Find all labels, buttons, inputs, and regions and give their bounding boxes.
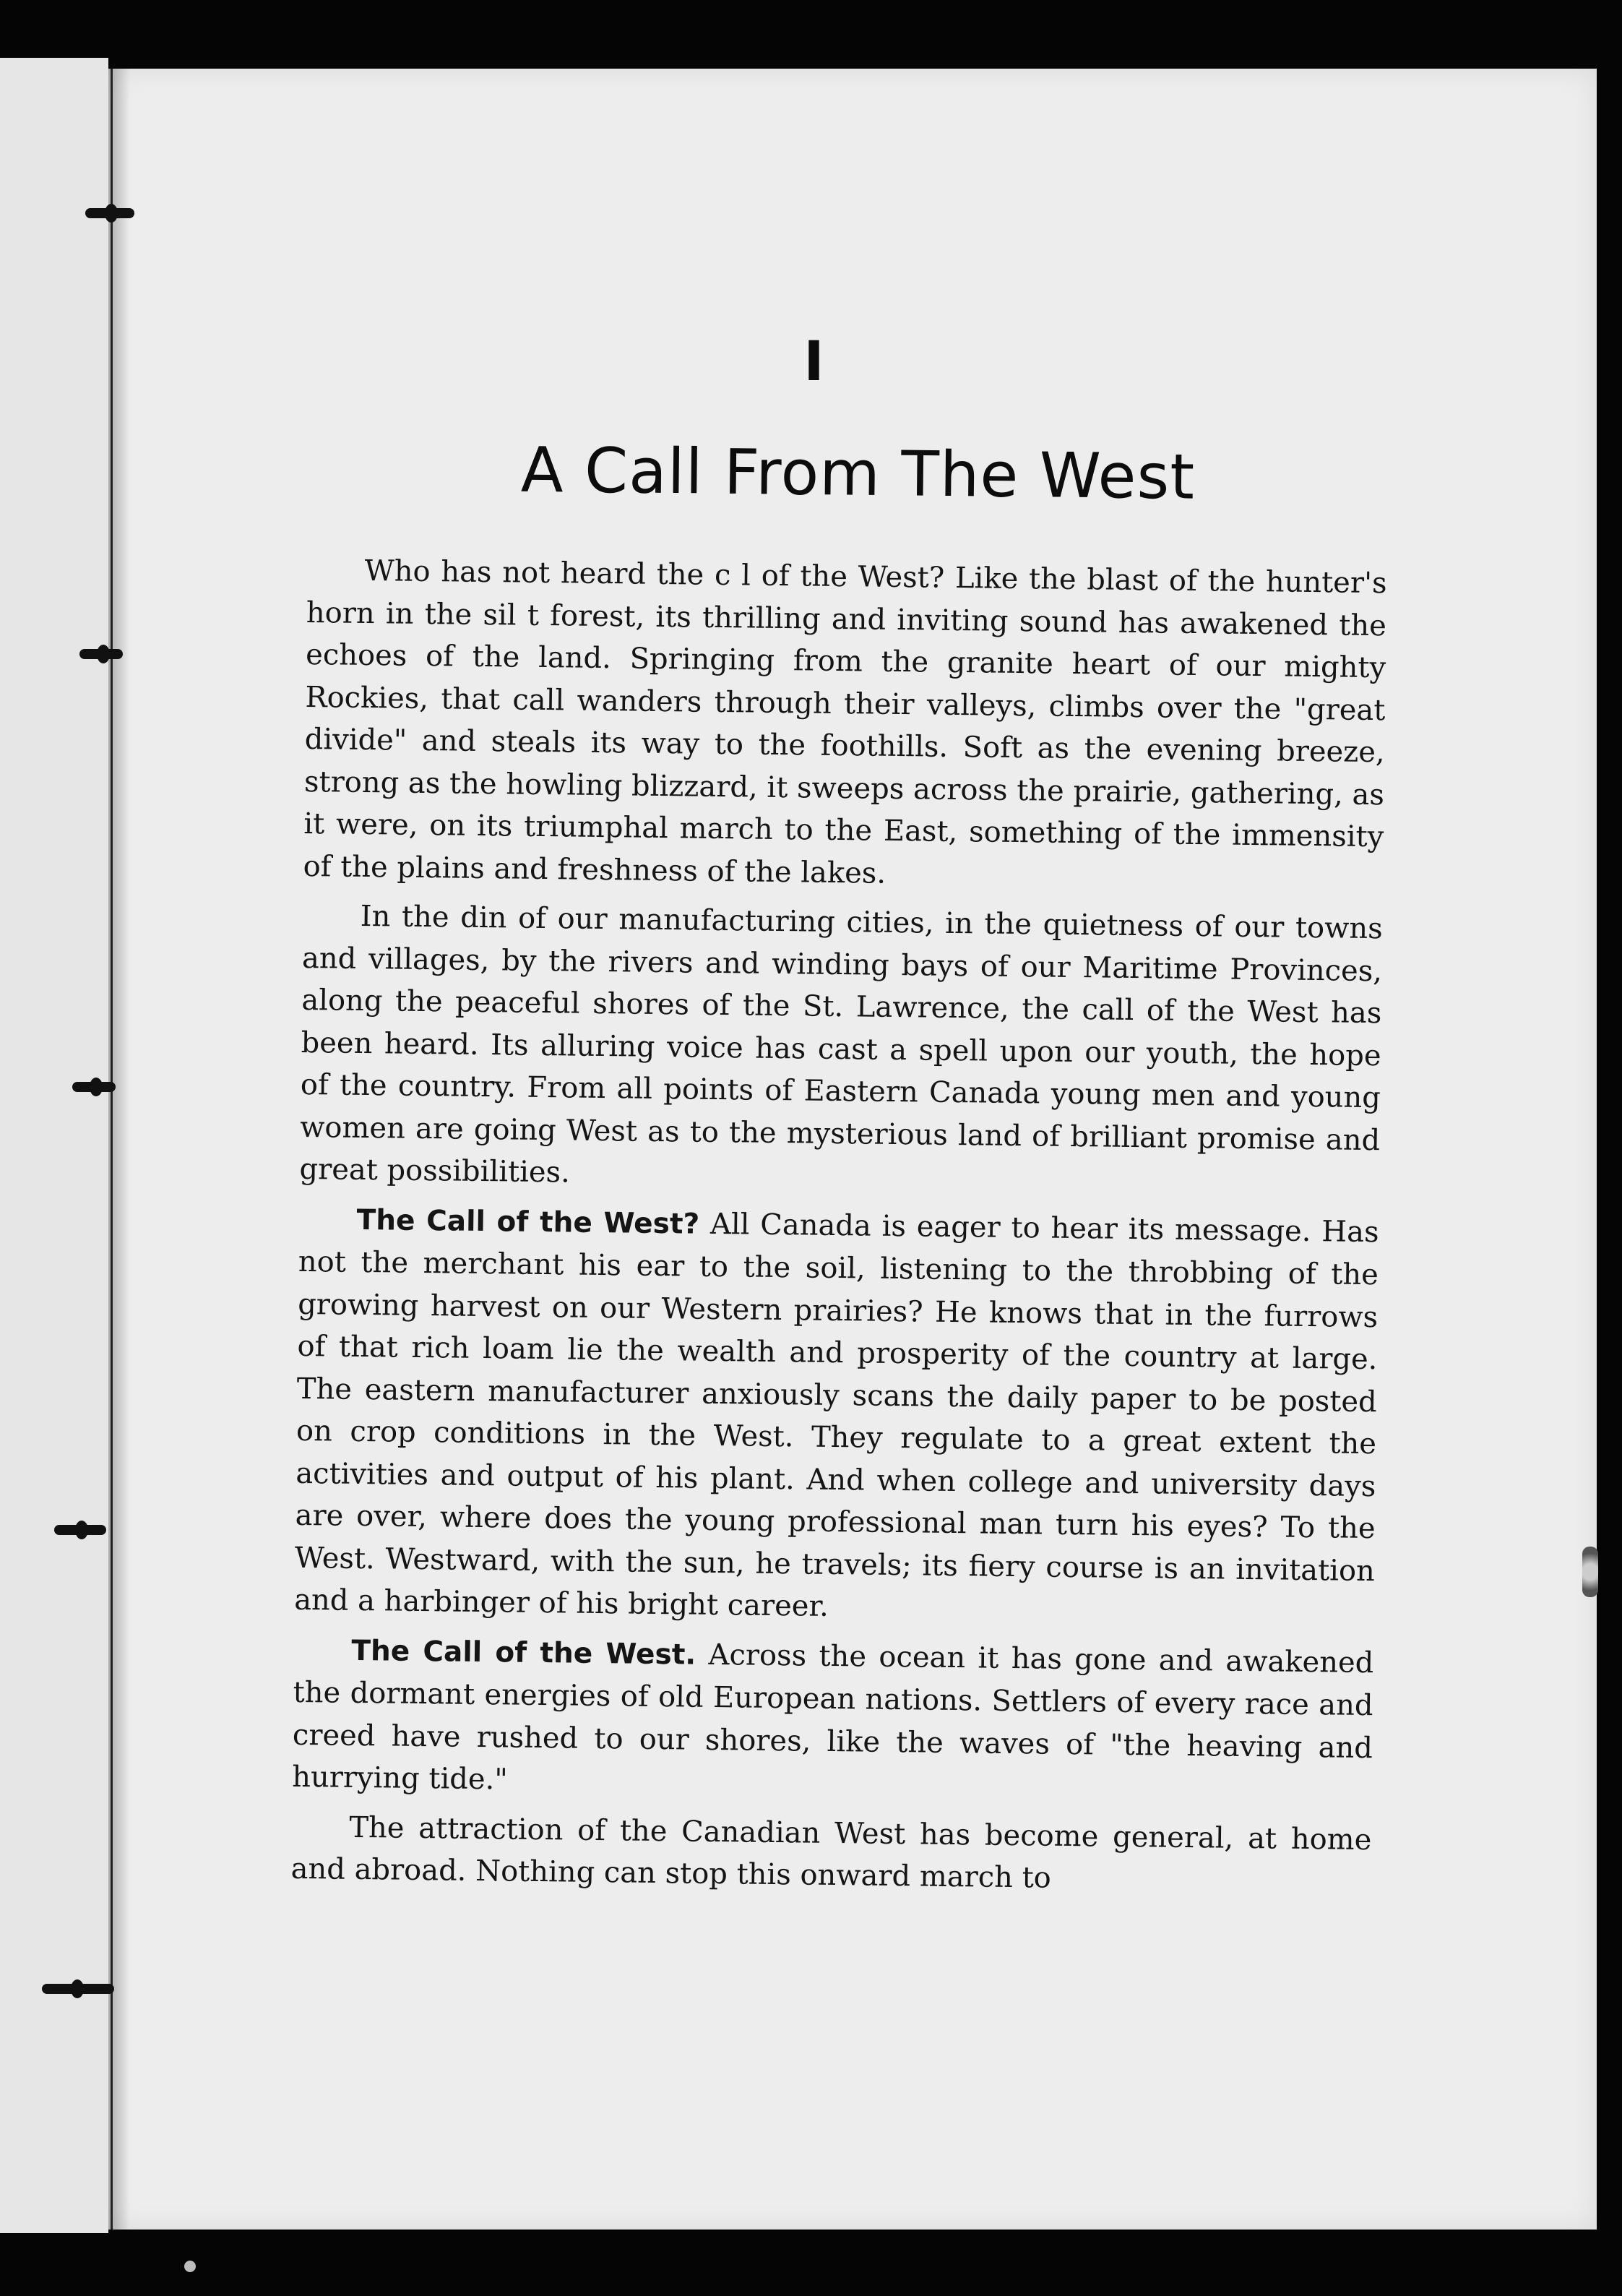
paragraph-text: Who has not heard the c l of the West? Like the blast of the hunter's horn in the sil t forest, its thrilling and inviting sound has awakened the echoes of the land. Springing from the granite heart of our mighty Rockies, that call wanders through their valleys, climbs over the "great divide" and steals its way to the foothills. Soft as the evening breeze, strong as the howling blizzard, it sweeps across the prairie, gathering, as it were, on its triumphal march to the East, something of the immensity of the plains and freshness of the lakes. xyxy=(303,554,1387,890)
binding-stitch-mark xyxy=(79,649,123,659)
paragraph xyxy=(290,1805,1371,1903)
chapter-title: A Call From The West xyxy=(520,434,1196,514)
binding-stitch-mark xyxy=(85,208,134,218)
page-number: I xyxy=(803,329,826,393)
paragraph-text: In the din of our manufacturing cities, in the quietness of our towns and villages, by the rivers and winding bays of our Maritime Provinces, along the peaceful shores of the St. Lawrence, the call of the West has been heard. Its alluring voice has cast a spell upon our youth, the hope of the country. From all points of Eastern Canada young men and young women are going West as to the mysterious land of brilliant promise and great possibilities. xyxy=(299,899,1383,1190)
scan-artifact-speck xyxy=(1582,1547,1598,1597)
binding-stitch-mark xyxy=(72,1082,116,1092)
paragraph-lead-in: The Call of the West. xyxy=(351,1634,696,1672)
binding-stitch-mark xyxy=(54,1525,106,1535)
paragraph-text: Across the ocean it has gone and awakened the dormant energies of old European nations. Settlers of every race and creed have rushed to our shores, like the waves of "the heaving and hurrying tide." xyxy=(291,1638,1374,1797)
paragraph xyxy=(294,1198,1379,1634)
scan-artifact-dot xyxy=(184,2261,196,2272)
paragraph xyxy=(292,1628,1374,1811)
binding-stitch-mark xyxy=(42,1984,114,1994)
body-text xyxy=(290,549,1387,1911)
paragraph xyxy=(299,895,1383,1204)
paragraph-text: The attraction of the Canadian West has become general, at home and abroad. Nothing can stop this onward march to xyxy=(290,1810,1372,1895)
paragraph-lead-in: The Call of the West? xyxy=(356,1203,700,1241)
paragraph xyxy=(303,549,1387,900)
paragraph-text: All Canada is eager to hear its message. Has not the merchant his ear to the soil, listening to the throbbing of the growing harvest on our Western prairies? He knows that in the furrows of that rich loam lie the wealth and prosperity of the country at large. The eastern manufacturer anxiously scans the daily paper to be posted on crop conditions in the West. They regulate to a great extent the activities and output of his plant. And when college and university days are over, where does the young professional man turn his eyes? To the West. Westward, with the sun, he travels; its fiery course is an invitation and a harbinger of his bright career. xyxy=(293,1207,1379,1623)
